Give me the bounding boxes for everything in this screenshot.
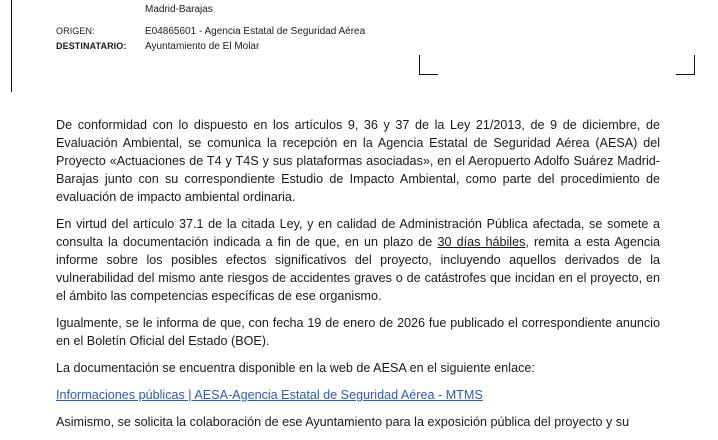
paragraph-2 bbox=[56, 215, 660, 305]
origin-label: ORIGEN: bbox=[56, 26, 95, 36]
aesa-public-info-link[interactable]: Informaciones públicas | AESA-Agencia Estatal de Seguridad Aérea - MTMS bbox=[56, 388, 483, 402]
origin-value: E04865601 - Agencia Estatal de Seguridad Aérea bbox=[145, 26, 366, 37]
paragraph-3: Igualmente, se le informa de que, con fecha 19 de enero de 2026 fue publicado el correspondiente anuncio en el Boletín Oficial del Estado (BOE). bbox=[56, 316, 660, 348]
paragraph-2-end: , remita a esta Agencia informe sobre los posibles efectos significativos del proyecto, incluyendo aquellos derivados de la vulnerabilidad del mismo ante riesgos de accidentes graves o de catástrofes que incidan en el proyecto, en el ámbito las competencias específicas de ese organismo. bbox=[56, 235, 660, 303]
recipient-label: DESTINATARIO: bbox=[56, 41, 127, 51]
origin-row bbox=[0, 26, 560, 40]
deadline-underlined: 30 días hábiles bbox=[437, 235, 526, 249]
paragraph-2-start: En virtud del artículo 37.1 de la citada Ley, y en calidad de Administración Pública afectada, se somete a consulta la documentación indicada a fin de que, en un plazo de bbox=[56, 217, 660, 249]
header-cut-row bbox=[0, 4, 560, 18]
recipient-row bbox=[0, 41, 560, 55]
window-mark-right-horizontal bbox=[676, 74, 695, 75]
window-mark-left-vertical bbox=[419, 55, 420, 74]
recipient-value: Ayuntamiento de El Molar bbox=[145, 41, 260, 52]
paragraph-1: De conformidad con lo dispuesto en los artículos 9, 36 y 37 de la Ley 21/2013, de 9 de diciembre, de Evaluación Ambiental, se comunica la recepción en la Agencia Estatal de Seguridad Aérea (AESA) del Proyecto «Actuaciones de T4 y T4S y sus plataformas asociadas», en el Aeropuerto Adolfo Suárez Madrid-Barajas junto con su correspondiente Estudio de Impacto Ambiental, como parte del procedimiento de evaluación de impacto ambiental ordinaria. bbox=[56, 118, 660, 204]
window-mark-right-vertical bbox=[694, 55, 695, 74]
letter-body bbox=[56, 116, 660, 440]
paragraph-5: Asimismo, se solicita la colaboración de ese Ayuntamiento para la exposición pública del proyecto y su bbox=[56, 415, 630, 429]
header-cut-line: Madrid-Barajas bbox=[145, 4, 213, 15]
window-mark-left-horizontal bbox=[419, 74, 438, 75]
paragraph-link bbox=[56, 386, 660, 404]
paragraph-4: La documentación se encuentra disponible en la web de AESA en el siguiente enlace: bbox=[56, 361, 535, 375]
